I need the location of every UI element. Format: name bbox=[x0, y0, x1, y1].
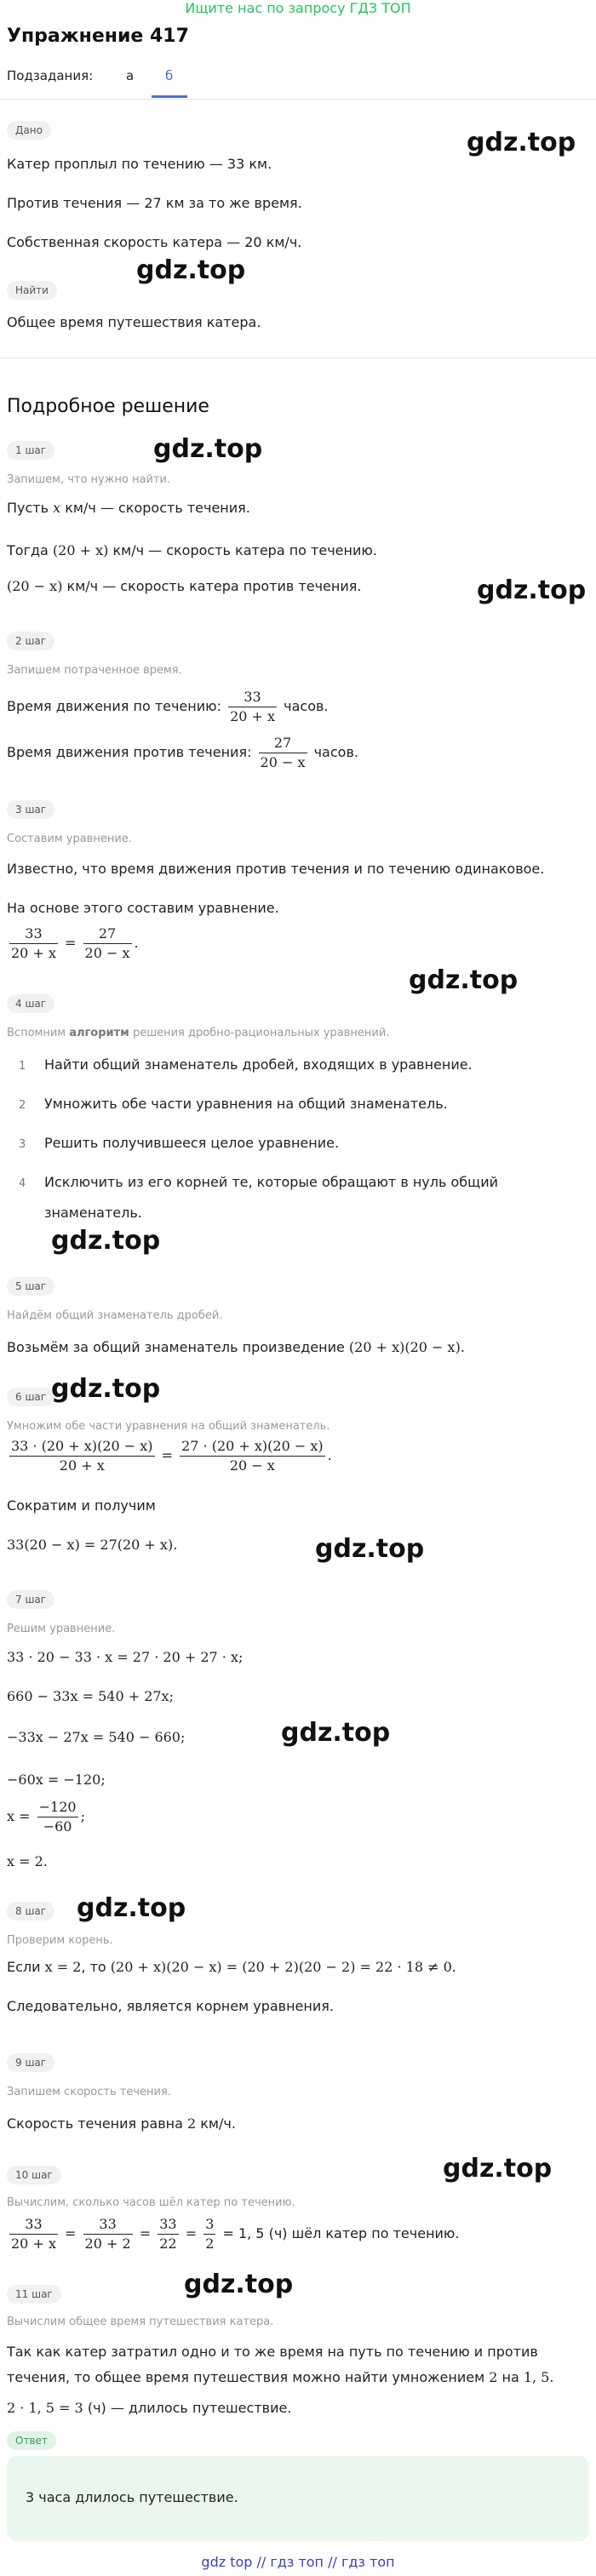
step-9-badge: 9 шаг bbox=[7, 2053, 54, 2072]
step-9-hint: Запишем скорость течения. bbox=[7, 2086, 171, 2098]
step-8-hint: Проверим корень. bbox=[7, 1934, 113, 1947]
step-2-hint: Запишем потраченное время. bbox=[7, 664, 182, 677]
find-text: Общее время путешествия катера. bbox=[7, 314, 261, 330]
step-3-line-1: Известно, что время движения против течения и по течению одинаковое. bbox=[7, 861, 545, 877]
given-line-2: Против течения — 27 км за то же время. bbox=[7, 195, 302, 211]
step-7-hint: Решим уравнение. bbox=[7, 1623, 116, 1635]
find-badge: Найти bbox=[7, 281, 57, 300]
step-6-badge: 6 шаг bbox=[7, 1388, 54, 1406]
watermark: gdz.top bbox=[51, 1226, 161, 1256]
watermark: gdz.top bbox=[409, 965, 519, 995]
watermark: gdz.top bbox=[477, 575, 587, 605]
step-1-line-3: (20 − x) км/ч — скорость катера против течения. bbox=[7, 578, 362, 594]
answer-box bbox=[7, 2456, 589, 2541]
step-3-badge: 3 шаг bbox=[7, 800, 54, 819]
given-badge: Дано bbox=[7, 121, 51, 140]
divider bbox=[0, 99, 596, 100]
step-2-line-1: Время движения по течению: $\frac{33}{20 + x}$ часов. bbox=[7, 689, 329, 724]
step-1-line-2: Тогда (20 + x) км/ч — скорость катера по течению. bbox=[7, 542, 377, 558]
step-11-badge: 11 шаг bbox=[7, 2285, 61, 2304]
step-11-hint: Вычислим общее время путешествия катера. bbox=[7, 2316, 274, 2328]
page-title: Упражнение 417 bbox=[7, 26, 189, 47]
step-7-line-3: −33x − 27x = 540 − 660; bbox=[7, 1729, 186, 1745]
step-7-line-4: −60x = −120; bbox=[7, 1772, 106, 1788]
step-8-line-2: Следовательно, является корнем уравнения. bbox=[7, 1998, 334, 2014]
step-9-line-1: Скорость течения равна 2 км/ч. bbox=[7, 2115, 236, 2132]
algorithm-item-3: 3 Решить получившееся целое уравнение. bbox=[19, 1135, 340, 1151]
watermark: gdz.top bbox=[153, 434, 263, 464]
step-11-line-1: Так как катер затратил одно и то же время на путь по течению и против bbox=[7, 2344, 538, 2360]
step-5-hint: Найдём общий знаменатель дробей. bbox=[7, 1309, 223, 1322]
tab-a[interactable]: а bbox=[126, 68, 135, 83]
answer-text: 3 часа длилось путешествие. bbox=[26, 2489, 238, 2505]
answer-badge: Ответ bbox=[7, 2431, 56, 2450]
step-1-line-1: Пусть x км/ч — скорость течения. bbox=[7, 500, 250, 516]
step-1-badge: 1 шаг bbox=[7, 441, 54, 460]
watermark: gdz.top bbox=[467, 128, 576, 157]
given-line-1: Катер проплыл по течению — 33 км. bbox=[7, 156, 272, 172]
watermark: gdz.top bbox=[443, 2154, 553, 2184]
algorithm-item-1: 1 Найти общий знаменатель дробей, входящих в уравнение. bbox=[19, 1056, 473, 1073]
step-4-badge: 4 шаг bbox=[7, 994, 54, 1013]
step-3-equation: $\frac{33}{20 + x}$ = $\frac{27}{20 - x}$ . bbox=[11, 925, 139, 961]
step-10-badge: 10 шаг bbox=[7, 2166, 61, 2184]
step-7-badge: 7 шаг bbox=[7, 1590, 54, 1609]
subtasks-label: Подзадания: bbox=[7, 68, 94, 83]
active-tab-underline bbox=[152, 95, 187, 98]
step-10-hint: Вычислим, сколько часов шёл катер по течению. bbox=[7, 2196, 295, 2209]
step-3-hint: Составим уравнение. bbox=[7, 833, 132, 845]
watermark: gdz.top bbox=[136, 255, 246, 285]
step-7-line-5: x = $\frac{-120}{-60}$ ; bbox=[7, 1799, 85, 1835]
top-banner[interactable]: Ищите нас по запросу ГДЗ ТОП bbox=[185, 0, 411, 16]
step-8-line-1: Если x = 2, то (20 + x)(20 − x) = (20 + 2)(20 − 2) = 22 · 18 ≠ 0. bbox=[7, 1959, 456, 1975]
solution-title: Подробное решение bbox=[7, 396, 209, 417]
step-4-hint: Вспомним алгоритм решения дробно-рациональных уравнений. bbox=[7, 1027, 390, 1039]
step-7-line-2: 660 − 33x = 540 + 27x; bbox=[7, 1688, 174, 1704]
step-6-hint: Умножим обе части уравнения на общий знаменатель. bbox=[7, 1420, 330, 1433]
watermark: gdz.top bbox=[315, 1534, 425, 1564]
step-5-line-1: Возьмём за общий знаменатель произведение (20 + x)(20 − x). bbox=[7, 1339, 465, 1355]
step-6-equation: $\frac{33 \cdot (20 + x)(20 - x)}{20 + x}$ = $\frac{27 \cdot (20 + x)(20 - x)}{20 - x}$ . bbox=[11, 1438, 332, 1474]
algorithm-item-4-cont: знаменатель. bbox=[44, 1205, 142, 1221]
step-7-line-1: 33 · 20 − 33 · x = 27 · 20 + 27 · x; bbox=[7, 1649, 244, 1665]
given-line-3: Собственная скорость катера — 20 км/ч. bbox=[7, 234, 302, 250]
step-8-badge: 8 шаг bbox=[7, 1902, 54, 1921]
algorithm-item-4: 4 Исключить из его корней те, которые обращают в нуль общий bbox=[19, 1174, 499, 1190]
step-10-equation: $\frac{33}{20 + x}$ = $\frac{33}{20 + 2}$ = $\frac{33}{22}$ = $\frac{3}{2}$ = 1, 5 (ч) шёл катер по течению. bbox=[11, 2216, 460, 2252]
watermark: gdz.top bbox=[184, 2270, 294, 2299]
step-6-line-2: Сократим и получим bbox=[7, 1497, 156, 1514]
step-11-line-2: течения, то общее время путешествия можно найти умножением 2 на 1, 5. bbox=[7, 2369, 554, 2385]
step-6-line-3: 33(20 − x) = 27(20 + x). bbox=[7, 1537, 178, 1553]
step-3-line-2: На основе этого составим уравнение. bbox=[7, 900, 279, 916]
tab-b[interactable]: б bbox=[165, 68, 174, 83]
step-5-badge: 5 шаг bbox=[7, 1277, 54, 1296]
step-2-line-2: Время движения против течения: $\frac{27}{20 - x}$ часов. bbox=[7, 735, 358, 770]
footer-links[interactable]: gdz top // гдз топ // гдз топ bbox=[201, 2554, 395, 2570]
algorithm-item-2: 2 Умножить обе части уравнения на общий знаменатель. bbox=[19, 1096, 448, 1112]
step-11-line-3: 2 · 1, 5 = 3 (ч) — длилось путешествие. bbox=[7, 2400, 292, 2416]
step-7-line-6: x = 2. bbox=[7, 1853, 48, 1869]
watermark: gdz.top bbox=[77, 1893, 186, 1923]
watermark: gdz.top bbox=[51, 1374, 161, 1404]
step-1-hint: Запишем, что нужно найти. bbox=[7, 473, 171, 486]
watermark: gdz.top bbox=[281, 1718, 391, 1748]
step-2-badge: 2 шаг bbox=[7, 632, 54, 650]
